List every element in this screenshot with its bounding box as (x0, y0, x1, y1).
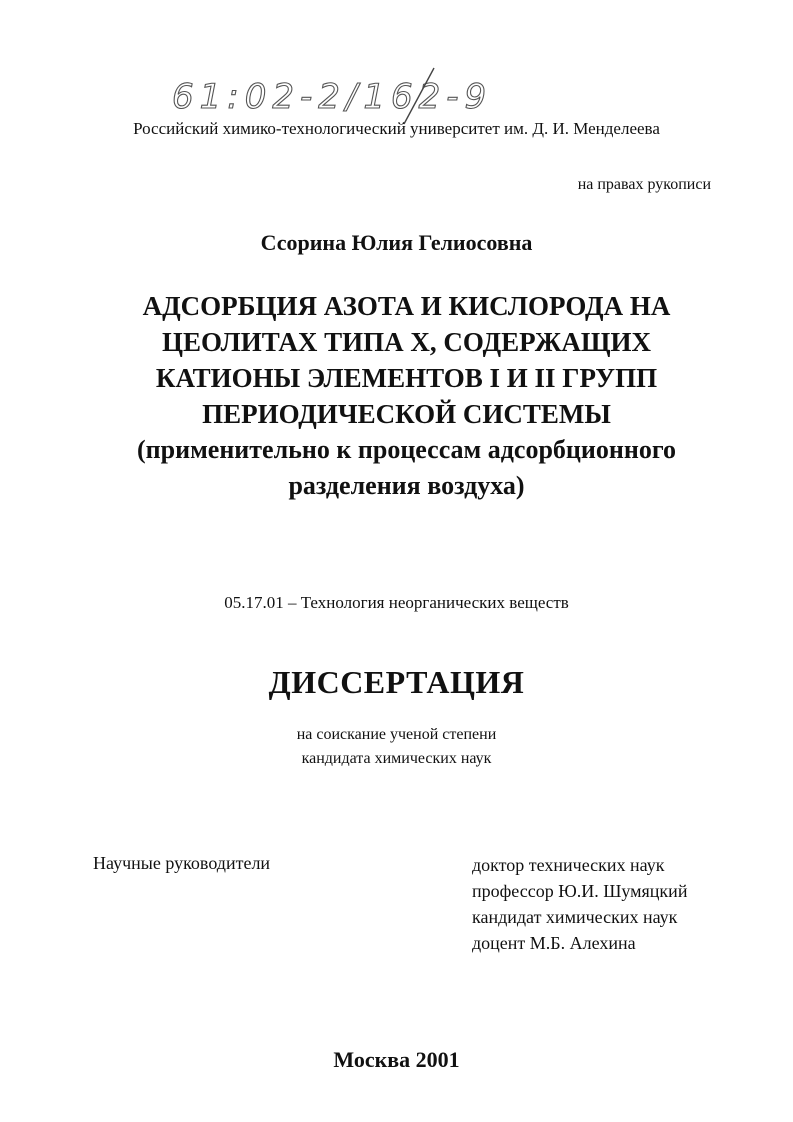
subtitle-line: (применительно к процессам адсорбционного (136, 435, 677, 464)
degree-line: на соискание ученой степени (296, 726, 497, 743)
degree-line: кандидата химических наук (301, 750, 492, 767)
title-line: КАТИОНЫ ЭЛЕМЕНТОВ I И II ГРУПП (155, 363, 658, 393)
dissertation-title (60, 288, 753, 504)
specialty-code: 05.17.01 – Технология неорганических веществ (224, 593, 569, 612)
title-line: ЦЕОЛИТАХ ТИПА X, СОДЕРЖАЩИХ (161, 327, 652, 357)
title-line: ПЕРИОДИЧЕСКОЙ СИСТЕМЫ (202, 399, 611, 429)
supervisor-line: доктор технических наук (472, 855, 665, 875)
handwritten-catalog-number (172, 66, 592, 126)
document-type: ДИССЕРТАЦИЯ (268, 664, 525, 700)
supervisors-label: Научные руководители (93, 853, 271, 873)
author-name: Ссорина Юлия Гелиосовна (260, 230, 533, 255)
manuscript-rights-note: на правах рукописи (577, 176, 711, 193)
handwritten-note-drawing (172, 66, 592, 126)
handwritten-note-text: 61:02-2/162-9 (172, 77, 493, 117)
subtitle-line: разделения воздуха) (288, 471, 525, 500)
degree-statement (0, 723, 793, 771)
supervisor-line: доцент М.Б. Алехина (472, 933, 636, 953)
title-line: АДСОРБЦИЯ АЗОТА И КИСЛОРОДА НА (142, 291, 671, 321)
supervisor-line: профессор Ю.И. Шумяцкий (472, 881, 688, 901)
supervisors-list (472, 852, 687, 956)
city-and-year: Москва 2001 (333, 1047, 460, 1072)
university-name: Российский химико-технологический университет им. Д. И. Менделеева (133, 119, 660, 138)
supervisor-line: кандидат химических наук (472, 907, 678, 927)
